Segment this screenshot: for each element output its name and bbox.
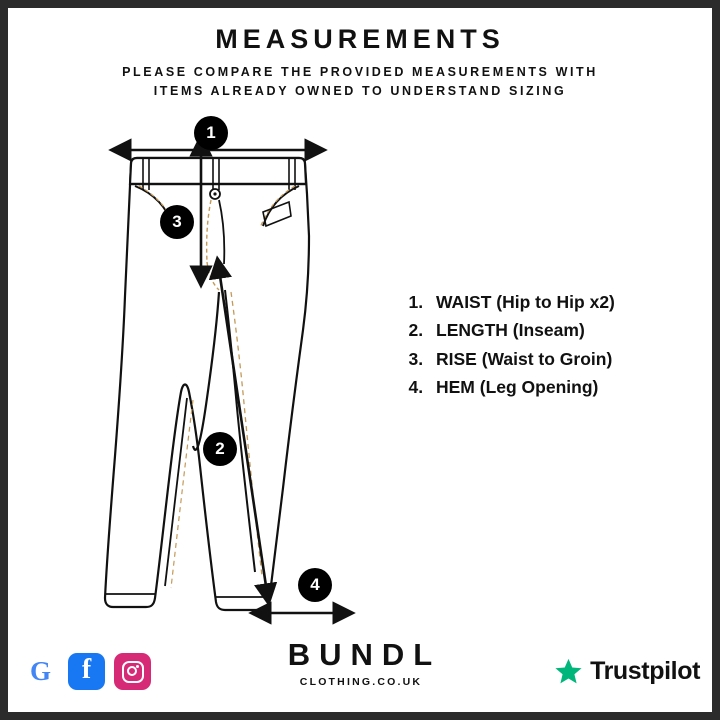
page-subtitle bbox=[40, 63, 680, 101]
badge-rise: 3 bbox=[160, 205, 194, 239]
measurement-legend bbox=[400, 288, 700, 401]
brand-name: BUNDL bbox=[287, 637, 442, 672]
footer bbox=[8, 612, 712, 704]
legend-item-length: 2. LENGTH (Inseam) bbox=[428, 316, 700, 344]
page-subtitle-line2: ITEMS ALREADY OWNED TO UNDERSTAND SIZING bbox=[153, 83, 567, 98]
header bbox=[8, 24, 712, 101]
waistband bbox=[130, 158, 306, 184]
infographic-canvas bbox=[8, 8, 712, 712]
trustpilot-badge[interactable] bbox=[554, 657, 700, 686]
facebook-icon[interactable]: f bbox=[68, 653, 105, 690]
badge-length: 2 bbox=[203, 432, 237, 466]
legend-list bbox=[400, 288, 700, 401]
trustpilot-star-icon bbox=[554, 657, 583, 686]
trustpilot-label: Trustpilot bbox=[590, 657, 700, 685]
google-icon[interactable]: G bbox=[22, 653, 59, 690]
brand-website: CLOTHING.CO.UK bbox=[299, 676, 423, 688]
badge-hem: 4 bbox=[298, 568, 332, 602]
badge-waist: 1 bbox=[194, 116, 228, 150]
jeans-diagram bbox=[103, 116, 393, 626]
legend-item-waist: 1. WAIST (Hip to Hip x2) bbox=[428, 288, 700, 316]
page-subtitle-line1: PLEASE COMPARE THE PROVIDED MEASUREMENTS WITH bbox=[122, 65, 598, 80]
page-title: MEASUREMENTS bbox=[215, 24, 505, 54]
legend-item-hem: 4. HEM (Leg Opening) bbox=[428, 373, 700, 401]
legend-item-rise: 3. RISE (Waist to Groin) bbox=[428, 345, 700, 373]
jeans-illustration bbox=[103, 116, 393, 626]
